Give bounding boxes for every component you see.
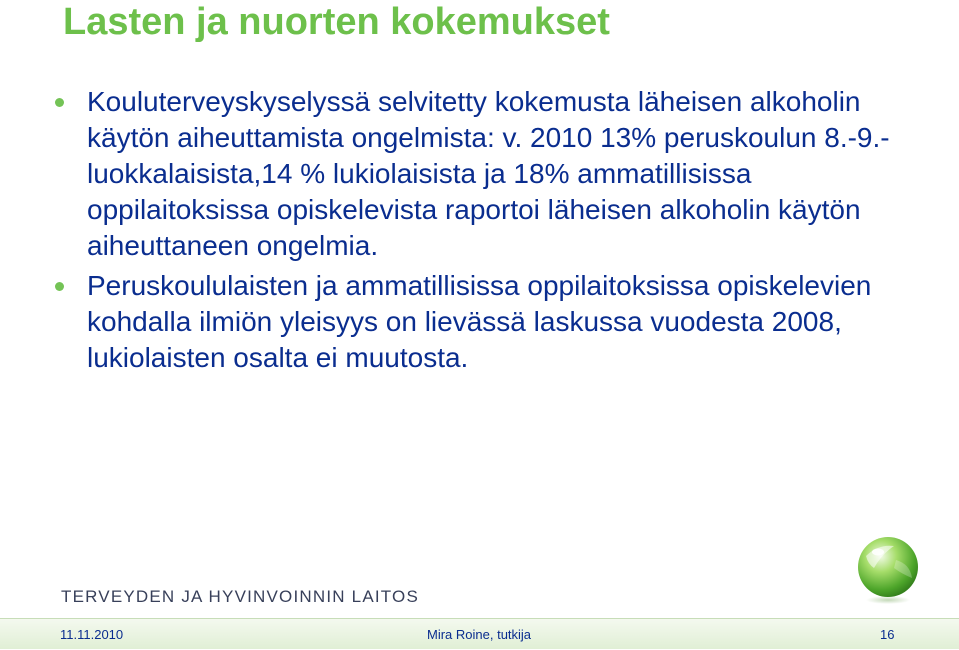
bullet-icon: [55, 282, 64, 291]
green-sphere-icon: [852, 534, 924, 606]
footer-bar: [0, 618, 959, 649]
bullet-text: Peruskoululaisten ja ammatillisissa oppilaitoksissa opiskelevien kohdalla ilmiön yleisyys on lievässä laskussa vuodesta 2008, lukiolaisten osalta ei muutosta.: [87, 270, 872, 373]
bullet-text: Kouluterveyskyselyssä selvitetty kokemusta läheisen alkoholin käytön aiheuttamista ongelmista: v. 2010 13% peruskoulun 8.-9.-luokkalaisista,14 % lukiolaisista ja 18% ammatillisissa oppilaitoksissa opiskelevista raportoi läheisen alkoholin käytön aiheuttaneen ongelmia.: [87, 86, 890, 261]
footer-author: Mira Roine, tutkija: [427, 627, 532, 642]
organization-logo-text: TERVEYDEN JA HYVINVOINNIN LAITOS: [61, 587, 420, 606]
bullet-item: [55, 268, 935, 376]
footer-date: 11.11.2010: [60, 627, 124, 642]
bullet-item: [55, 84, 935, 264]
bullet-icon: [55, 98, 64, 107]
bullet-list: [55, 84, 935, 380]
page-number: 16: [880, 627, 895, 642]
slide-title: Lasten ja nuorten kokemukset: [63, 1, 610, 43]
